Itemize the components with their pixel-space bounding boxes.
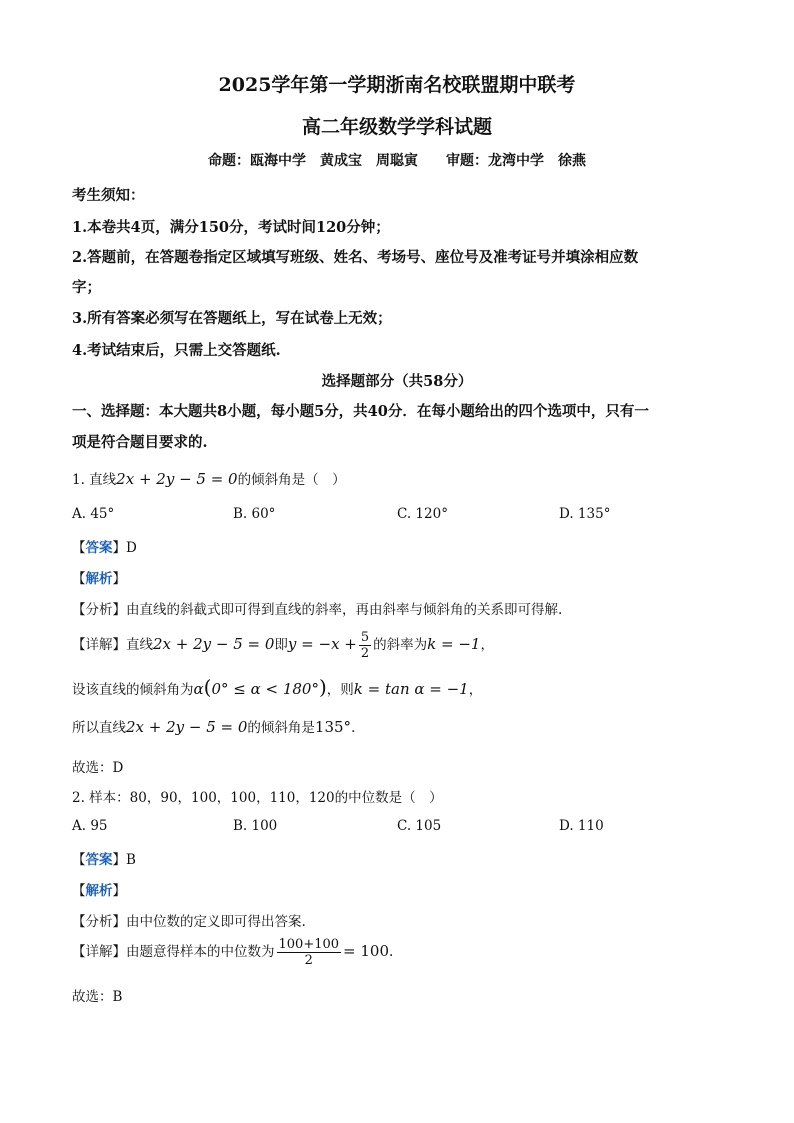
answer-line: 【答案】B [72, 852, 136, 868]
notice-item: 1.本卷共4页，满分150分，考试时间120分钟； [72, 219, 390, 236]
math-equation: k = −1 [427, 635, 481, 653]
answer-value: B [126, 852, 136, 868]
answer-line: 【答案】D [72, 540, 137, 556]
math-equation: y = −x + [287, 635, 357, 653]
option-d: D. 135° [559, 506, 611, 522]
math-fraction: $\frac{5}{2}$ [360, 630, 370, 661]
detail-label: 详解 [85, 637, 113, 653]
math-fraction: $\frac{100+100}{2}$ [278, 937, 340, 968]
detail-line: 所以直线2x + 2y − 5 = 0的倾斜角是135°. [72, 718, 356, 736]
section-instruction: 项是符合题目要求的. [72, 434, 208, 451]
math-equation: 2x + 2y − 5 = 0 [126, 718, 248, 736]
answer-value: D [126, 540, 137, 556]
question-text: 1. 直线 [72, 472, 117, 488]
brief-line: 【分析】由中位数的定义即可得出答案. [72, 914, 306, 930]
option-a: A. 45° [72, 506, 115, 522]
analysis-label: 解析 [85, 883, 113, 899]
detail-line: 设该直线的倾斜角为α(0° ≤ α < 180°)，则k = tan α = −1， [72, 675, 483, 699]
analysis-line: 【解析】 [72, 571, 126, 587]
answer-label: 答案 [85, 852, 113, 868]
math-equation: 0° ≤ α < 180° [211, 680, 319, 698]
exam-subtitle: 高二年级数学学科试题 [301, 116, 492, 138]
brief-label: 分析 [85, 602, 113, 618]
notice-heading: 考生须知： [72, 187, 145, 204]
option-c: C. 120° [397, 506, 448, 522]
option-c: C. 105 [397, 818, 442, 834]
detail-line: 【详解】由题意得样本的中位数为 $\frac{100+100}{2}$ = 100. [72, 937, 394, 968]
option-b: B. 60° [233, 506, 276, 522]
math-equation: 2x + 2y − 5 = 0 [153, 635, 275, 653]
exam-title: 2025学年第一学期浙南名校联盟期中联考 [218, 74, 576, 96]
question-text: 的倾斜角是（ ） [237, 472, 346, 488]
notice-item: 3.所有答案必须写在答题纸上，写在试卷上无效； [72, 310, 392, 327]
question-2-stem: 2. 样本：80，90，100，100，110，120的中位数是（ ） [72, 790, 443, 806]
brief-text: 由直线的斜截式即可得到直线的斜率，再由斜率与倾斜角的关系即可得解. [126, 602, 563, 618]
analysis-line: 【解析】 [72, 883, 126, 899]
question-1-stem [72, 468, 346, 488]
option-d: D. 110 [559, 818, 604, 834]
exam-authors: 命题：瓯海中学 黄成宝 周聪寅 审题：龙湾中学 徐燕 [208, 153, 586, 169]
detail-label: 详解 [85, 944, 113, 960]
conclusion-line: 故选：B [72, 989, 123, 1005]
section-instruction: 一、选择题：本大题共8小题，每小题5分，共40分．在每小题给出的四个选项中，只有一 [72, 403, 649, 420]
analysis-label: 解析 [85, 571, 113, 587]
notice-item: 字； [72, 279, 101, 296]
brief-text: 由中位数的定义即可得出答案. [126, 914, 306, 930]
detail-line: 【详解】直线2x + 2y − 5 = 0即y = −x + $\frac{5}{2}$ 的斜率为k = −1， [72, 630, 494, 661]
math-equation: = 100 [343, 942, 389, 960]
conclusion-line: 故选：D [72, 760, 124, 776]
answer-label: 答案 [85, 540, 113, 556]
brief-label: 分析 [85, 914, 113, 930]
notice-item: 4.考试结束后，只需上交答题纸. [72, 342, 281, 359]
brief-line: 【分析】由直线的斜截式即可得到直线的斜率，再由斜率与倾斜角的关系即可得解. [72, 602, 563, 618]
section-title: 选择题部分（共58分） [321, 373, 473, 390]
notice-item: 2.答题前，在答题卷指定区域填写班级、姓名、考场号、座位号及准考证号并填涂相应数 [72, 249, 639, 266]
math-equation: 2x + 2y − 5 = 0 [116, 470, 238, 488]
option-b: B. 100 [233, 818, 278, 834]
math-equation: k = tan α = −1 [353, 680, 469, 698]
option-a: A. 95 [72, 818, 108, 834]
